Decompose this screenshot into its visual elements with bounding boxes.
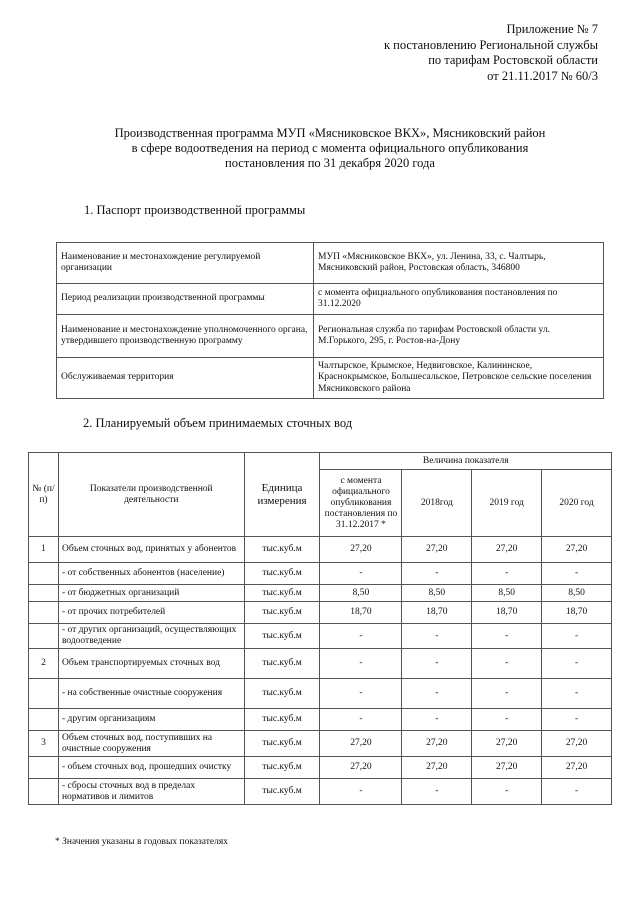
header-indicator: Показатели производственной деятельности (58, 453, 244, 537)
header-period-1: с момента официального опубликования постановления по 31.12.2017 * (320, 470, 402, 537)
row-value-period-4: - (542, 679, 612, 709)
title-line-3: постановления по 31 декабря 2020 года (225, 156, 435, 170)
row-value-period-1: 8,50 (320, 585, 402, 602)
row-num (29, 624, 59, 649)
title-line-2: в сфере водоотведения на период с момента официального опубликования (131, 141, 529, 155)
header-period-3: 2019 год (472, 470, 542, 537)
table-row (29, 537, 612, 563)
section-1-heading: 1. Паспорт производственной программы (84, 203, 306, 217)
row-value-period-4: 27,20 (542, 757, 612, 779)
table-row (29, 679, 612, 709)
row-unit: тыс.куб.м (244, 602, 320, 624)
row-value-period-4: 27,20 (542, 537, 612, 563)
passport-label: Наименование и местонахождение уполномоченного органа, утвердившего производственную программу (57, 315, 314, 358)
row-value-period-1: 18,70 (320, 602, 402, 624)
section-2-heading: 2. Планируемый объем принимаемых сточных вод (83, 416, 353, 430)
row-indicator: - от прочих потребителей (58, 602, 244, 624)
passport-row (57, 284, 604, 315)
passport-value: Региональная служба по тарифам Ростовской области ул. М.Горького, 295, г. Ростов-на-Дону (314, 315, 604, 358)
row-num: 1 (29, 537, 59, 563)
row-value-period-2: - (402, 709, 472, 731)
row-value-period-3: 27,20 (472, 537, 542, 563)
row-num (29, 779, 59, 805)
header-value-group: Величина показателя (320, 453, 612, 470)
passport-row (57, 358, 604, 399)
appendix-line-3: по тарифам Ростовской области (428, 53, 598, 67)
passport-label: Период реализации производственной программы (57, 284, 314, 315)
row-value-period-1: 27,20 (320, 731, 402, 757)
appendix-block (298, 22, 598, 84)
row-indicator: - от собственных абонентов (население) (58, 563, 244, 585)
table-row (29, 563, 612, 585)
row-unit: тыс.куб.м (244, 757, 320, 779)
row-value-period-3: 8,50 (472, 585, 542, 602)
appendix-line-1: Приложение № 7 (506, 22, 598, 36)
table-row (29, 779, 612, 805)
table-row (29, 709, 612, 731)
table-row (29, 602, 612, 624)
volumes-table (28, 452, 612, 805)
row-value-period-4: 8,50 (542, 585, 612, 602)
row-indicator: - объем сточных вод, прошедших очистку (58, 757, 244, 779)
row-value-period-2: - (402, 779, 472, 805)
header-num: № (п/п) (29, 453, 59, 537)
row-indicator: - от бюджетных организаций (58, 585, 244, 602)
row-value-period-1: - (320, 624, 402, 649)
row-num (29, 709, 59, 731)
row-value-period-2: - (402, 624, 472, 649)
row-value-period-4: - (542, 624, 612, 649)
row-value-period-2: - (402, 679, 472, 709)
passport-row (57, 243, 604, 284)
row-indicator: - от других организаций, осуществляющих водоотведение (58, 624, 244, 649)
row-num: 3 (29, 731, 59, 757)
row-indicator: Объем транспортируемых сточных вод (58, 649, 244, 679)
header-period-2: 2018год (402, 470, 472, 537)
row-value-period-4: 27,20 (542, 731, 612, 757)
row-value-period-3: - (472, 649, 542, 679)
passport-value: МУП «Мясниковское ВКХ», ул. Ленина, 33, с. Чалтырь, Мясниковский район, Ростовская область, 346800 (314, 243, 604, 284)
table-row (29, 585, 612, 602)
row-value-period-1: - (320, 563, 402, 585)
row-value-period-2: - (402, 563, 472, 585)
row-unit: тыс.куб.м (244, 585, 320, 602)
row-indicator: Объем сточных вод, принятых у абонентов (58, 537, 244, 563)
row-value-period-2: 8,50 (402, 585, 472, 602)
row-indicator: - другим организациям (58, 709, 244, 731)
row-value-period-4: - (542, 563, 612, 585)
row-indicator: - сбросы сточных вод в пределах нормативов и лимитов (58, 779, 244, 805)
row-num (29, 757, 59, 779)
row-num: 2 (29, 649, 59, 679)
passport-value: с момента официального опубликования постановления по 31.12.2020 (314, 284, 604, 315)
row-value-period-3: 27,20 (472, 757, 542, 779)
passport-value: Чалтырское, Крымское, Недвиговское, Калининское, Краснокрымское, Большесальское, Петровское сельские поселения Мясниковского района (314, 358, 604, 399)
row-value-period-1: 27,20 (320, 757, 402, 779)
row-value-period-3: - (472, 709, 542, 731)
passport-label: Наименование и местонахождение регулируемой организации (57, 243, 314, 284)
document-title (60, 126, 600, 171)
row-value-period-3: - (472, 563, 542, 585)
title-line-1: Производственная программа МУП «Мясниковское ВКХ», Мясниковский район (114, 126, 546, 140)
table-row (29, 649, 612, 679)
row-unit: тыс.куб.м (244, 709, 320, 731)
passport-label: Обслуживаемая территория (57, 358, 314, 399)
row-value-period-4: - (542, 779, 612, 805)
row-indicator: Объем сточных вод, поступивших на очистные сооружения (58, 731, 244, 757)
row-unit: тыс.куб.м (244, 537, 320, 563)
row-num (29, 602, 59, 624)
row-value-period-4: 18,70 (542, 602, 612, 624)
table-header-row (29, 453, 612, 470)
row-value-period-2: 27,20 (402, 731, 472, 757)
row-unit: тыс.куб.м (244, 679, 320, 709)
passport-row (57, 315, 604, 358)
footnote: * Значения указаны в годовых показателях (55, 837, 229, 847)
row-num (29, 679, 59, 709)
row-value-period-1: - (320, 709, 402, 731)
appendix-line-2: к постановлению Региональной службы (383, 37, 598, 52)
table-row (29, 624, 612, 649)
row-value-period-1: 27,20 (320, 537, 402, 563)
row-unit: тыс.куб.м (244, 649, 320, 679)
volumes-body (29, 537, 612, 805)
row-value-period-2: 27,20 (402, 537, 472, 563)
row-value-period-2: - (402, 649, 472, 679)
table-row (29, 731, 612, 757)
row-value-period-3: - (472, 779, 542, 805)
row-indicator: - на собственные очистные сооружения (58, 679, 244, 709)
row-value-period-1: - (320, 649, 402, 679)
row-unit: тыс.куб.м (244, 779, 320, 805)
table-row (29, 757, 612, 779)
row-value-period-3: 27,20 (472, 731, 542, 757)
row-num (29, 563, 59, 585)
row-value-period-4: - (542, 709, 612, 731)
appendix-line-4: от 21.11.2017 № 60/3 (487, 68, 598, 83)
header-unit: Единица измерения (244, 453, 320, 537)
row-value-period-2: 27,20 (402, 757, 472, 779)
row-num (29, 585, 59, 602)
row-unit: тыс.куб.м (244, 624, 320, 649)
row-value-period-3: - (472, 679, 542, 709)
passport-table (56, 242, 604, 399)
row-value-period-4: - (542, 649, 612, 679)
row-value-period-1: - (320, 679, 402, 709)
row-value-period-1: - (320, 779, 402, 805)
row-value-period-2: 18,70 (402, 602, 472, 624)
row-unit: тыс.куб.м (244, 563, 320, 585)
row-unit: тыс.куб.м (244, 731, 320, 757)
row-value-period-3: 18,70 (472, 602, 542, 624)
header-period-4: 2020 год (542, 470, 612, 537)
row-value-period-3: - (472, 624, 542, 649)
